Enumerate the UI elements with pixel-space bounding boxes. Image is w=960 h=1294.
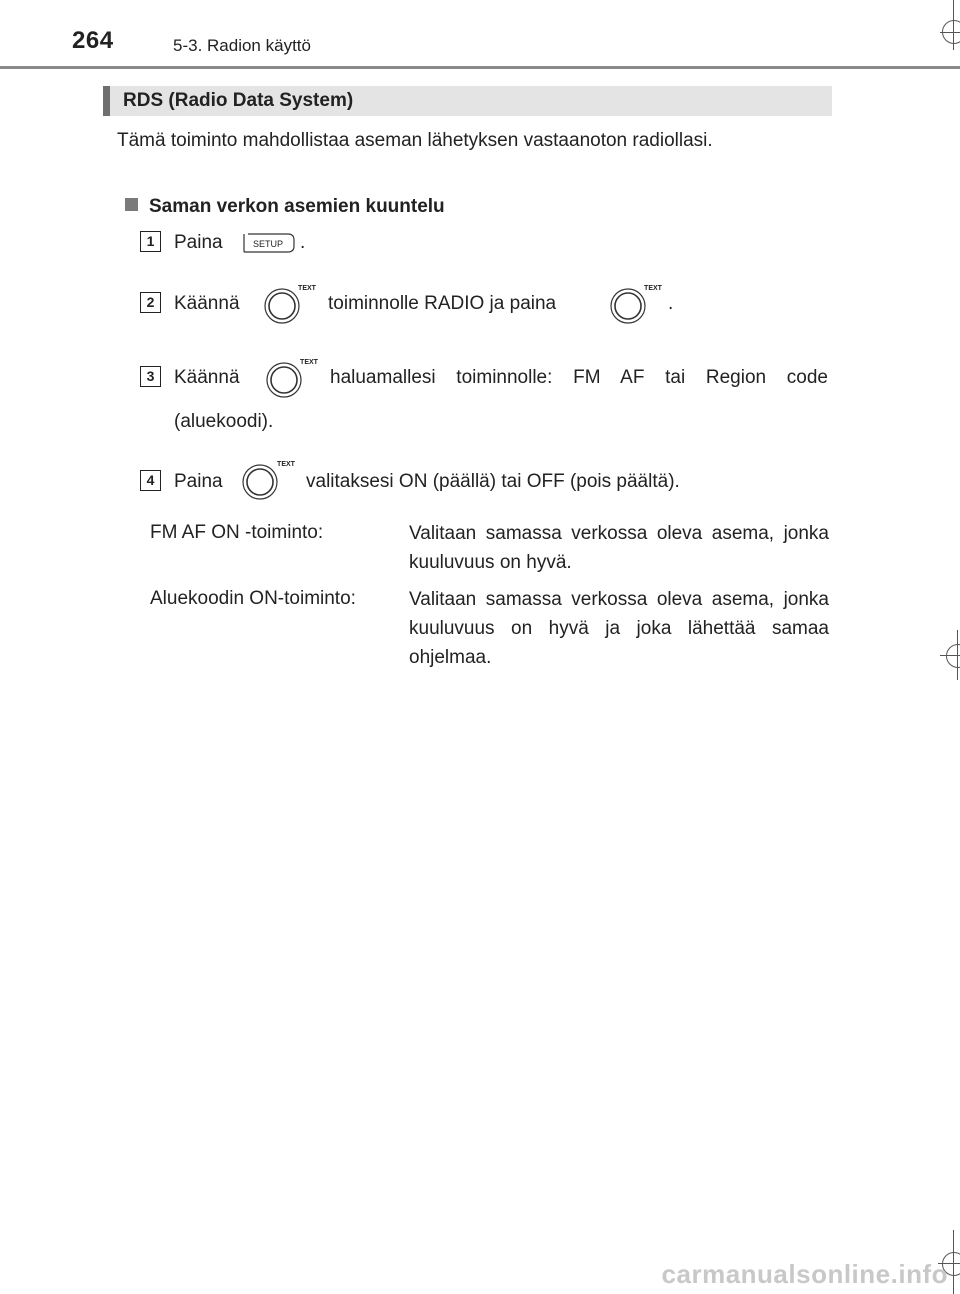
step-number-3: 3: [140, 366, 161, 387]
tune-knob-icon: [240, 460, 300, 502]
registration-mark-middle-circle: [946, 644, 960, 668]
tune-knob-icon: [608, 284, 664, 326]
step-number-2: 2: [140, 292, 161, 313]
step-1-text-a: Paina: [174, 232, 223, 253]
step-3-text-b: haluamallesi toiminnolle: FM AF tai Region code: [330, 367, 828, 388]
definition-description: Valitaan samassa verkossa oleva asema, jonka kuuluvuus on hyvä.: [409, 523, 829, 573]
page-number: 264: [72, 27, 114, 54]
step-1-text-b: .: [300, 232, 306, 253]
intro-paragraph: Tämä toiminto mahdollistaa aseman lähetyksen vastaanoton radiollasi.: [117, 130, 713, 151]
tune-knob-icon: [262, 284, 318, 326]
step-number-4: 4: [140, 470, 161, 491]
step-2-text-a: Käännä: [174, 293, 240, 314]
definition-term: Aluekoodin ON-toiminto:: [150, 588, 356, 609]
knob-text-label: TEXT: [277, 461, 295, 468]
watermark: carmanualsonline.info: [661, 1259, 948, 1289]
step-4-text-b: valitaksesi ON (päällä) tai OFF (pois päältä).: [306, 471, 680, 492]
step-2-text-b: toiminnolle RADIO ja paina: [328, 293, 557, 314]
knob-text-label: TEXT: [298, 285, 316, 292]
subheading-text: Saman verkon asemien kuuntelu: [149, 196, 445, 217]
section-title: 5-3. Radion käyttö: [173, 36, 311, 55]
setup-button-icon: [242, 232, 296, 254]
setup-button-label: SETUP: [252, 239, 284, 249]
step-3-text-c: (aluekoodi).: [174, 411, 274, 432]
knob-text-label: TEXT: [300, 359, 318, 366]
definition-term: FM AF ON -toiminto:: [150, 522, 324, 543]
subheading: [125, 196, 445, 218]
step-3-text-a: Käännä: [174, 367, 240, 388]
step-2-text-c: .: [668, 293, 674, 314]
step-number-1: 1: [140, 231, 161, 252]
section-heading: RDS (Radio Data System): [123, 90, 354, 111]
section-heading-box: [103, 86, 832, 116]
registration-mark-top-circle: [942, 20, 960, 44]
header-rule: [0, 66, 960, 69]
square-bullet-icon: [125, 198, 138, 211]
tune-knob-icon: [264, 358, 320, 400]
step-4-text-a: Paina: [174, 471, 223, 492]
knob-text-label: TEXT: [644, 285, 662, 292]
definition-description: Valitaan samassa verkossa oleva asema, jonka kuuluvuus on hyvä ja joka lähettää samaa ohjelmaa.: [409, 589, 829, 668]
